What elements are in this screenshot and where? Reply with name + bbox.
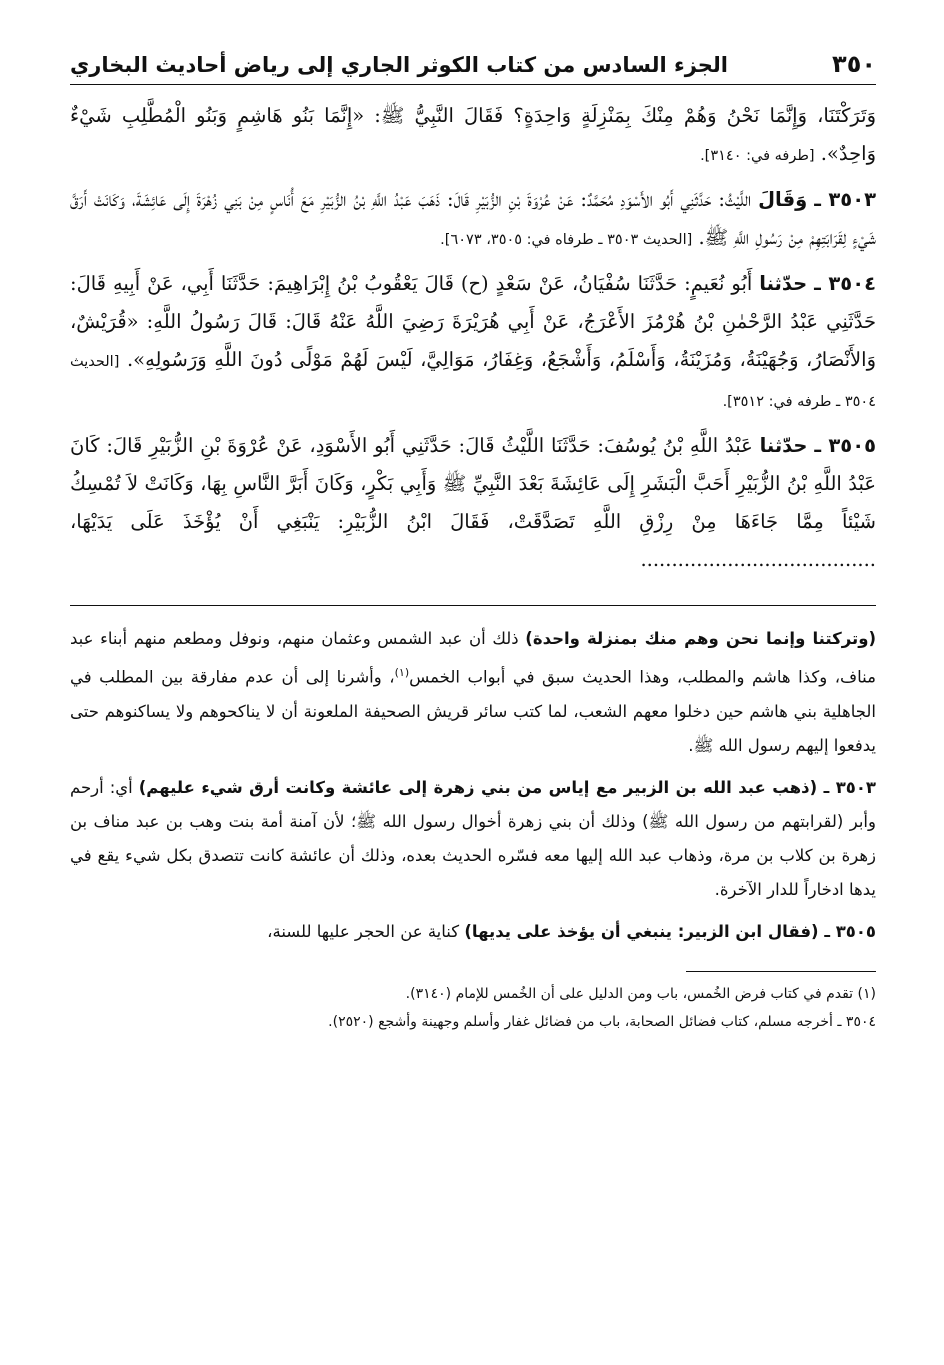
commentary-text: كناية عن الحجر عليها للسنة، <box>267 921 460 941</box>
commentary-paragraph <box>70 915 876 949</box>
footnote: (١) تقدم في كتاب فرض الخُمس، باب ومن الدليل على أن الخُمس للإمام (٣١٤٠). <box>405 985 876 1002</box>
footnotes <box>70 980 876 1036</box>
book-page <box>70 50 876 1036</box>
hadith-section <box>70 97 876 579</box>
commentary-lead: ٣٥٠٣ ـ (ذهب عبد الله بن الزبير مع إياس من بني زهرة إلى عائشة وكانت أرق شيء عليهم) <box>138 777 876 797</box>
footnote-divider <box>686 971 876 972</box>
hadith-3504 <box>70 265 876 421</box>
hadith-3503 <box>70 181 876 259</box>
continuation-dots: ...................................... <box>640 548 876 571</box>
commentary-section <box>70 622 876 949</box>
commentary-text-tail: ، وأشرنا إلى أن عدم مفارقة بين المطلب في الجاهلية بني هاشم حين دخلوا معهم الشعب، لما كتب سائر قريش الصحيفة الملعونة أن لا يناكحوهم ولا يساكنوهم حتى يدفعوا إليهم رسول الله ﷺ. <box>70 667 876 755</box>
narration-label: حدّثنا <box>759 272 808 295</box>
hadith-text: أَبُو نُعَيمٍ: حَدَّثَنَا سُفْيَانُ، عَنْ سَعْدٍ (ح) قَالَ يَعْقُوبُ بْنُ إِبْرَاهِيمَ: حَدَّثَنَا أَبِي، عَنْ أَبِيهِ قَالَ: حَدَّثَنِي عَبْدُ الرَّحْمٰنِ بْنُ هُرْمُزَ الأَعْرَجُ، عَنْ أَبِي هُرَيْرَةَ رَضِيَ اللَّهُ عَنْهُ قَالَ: قَالَ رَسُولُ اللَّهِ: «قُرَيْشٌ، وَالأَنْصَارُ، وَجُهَيْنَةُ، وَمُزَيْنَةُ، وَأَسْلَمُ، وَأَشْجَعُ، وَغِفَارُ، مَوَالِيَّ، لَيْسَ لَهُمْ مَوْلًى دُونَ اللَّهِ وَرَسُولِهِ». <box>70 272 877 371</box>
footnote: ٣٥٠٤ ـ أخرجه مسلم، كتاب فضائل الصحابة، باب من فضائل غفار وأسلم وجهينة وأشجع (٢٥٢٠). <box>328 1013 876 1030</box>
hadith-number: ٣٥٠٣ ـ <box>814 188 877 211</box>
hadith-reference: [طرفه في: ٣١٤٠]. <box>700 148 815 164</box>
hadith-text: عَبْدُ اللَّهِ بْنُ يُوسُفَ: حَدَّثَنَا اللَّيْثُ قَالَ: حَدَّثَنِي أَبُو الأَسْوَدِ، عَنْ عُرْوَةَ بْنِ الزُّبَيْرِ قَالَ: كَانَ عَبْدُ اللَّهِ بْنُ الزُّبَيْرِ أَحَبَّ الْبَشَرِ إِلَى عَائِشَةَ بَعْدَ النَّبِيِّ ﷺ وَأَبِي بَكْرٍ، وَكَانَ أَبَرَّ النَّاسِ بِهَا، وَكَانَتْ لاَ تُمْسِكُ شَيْئاً مِمَّا جَاءَهَا مِنْ رِزْقِ اللَّهِ تَصَدَّقَتْ، فَقَالَ ابْنُ الزُّبَيْرِ: يَنْبَغِي أَنْ يُؤْخَذَ عَلَى يَدَيْهَا، <box>70 434 876 533</box>
hadith-continuation <box>70 97 876 175</box>
commentary-paragraph <box>70 622 876 763</box>
hadith-number: ٣٥٠٥ ـ <box>814 434 876 457</box>
commentary-text: ذلك أن عبد الشمس وعثمان منهم، ونوفل ومطعم منهم أبناء عبد مناف، وكذا هاشم والمطلب، وهذا الحديث سبق في أبواب الخمس <box>70 629 876 687</box>
commentary-paragraph <box>70 771 876 907</box>
page-header <box>70 50 876 85</box>
hadith-text: وَتَرَكْتَنَا، وَإِنَّمَا نَحْنُ وَهُمْ مِنْكَ بِمَنْزِلَةٍ وَاحِدَةٍ؟ فَقَالَ النَّبِيُّ ﷺ: «إِنَّمَا بَنُو هَاشِمٍ وَبَنُو الْمُطَّلِبِ شَيْءٌ وَاحِدٌ». <box>70 104 876 165</box>
hadith-number: ٣٥٠٤ ـ <box>814 272 876 295</box>
hadith-reference: [الحديث ٣٥٠٤ ـ طرفه في: ٣٥١٢]. <box>70 354 876 410</box>
narration-label: وَقَالَ <box>758 188 808 211</box>
hadith-reference: [الحديث ٣٥٠٣ ـ طرفاه في: ٣٥٠٥، ٦٠٧٣]. <box>440 232 693 248</box>
hadith-3505 <box>70 427 876 579</box>
commentary-lead: (وتركتنا وإنما نحن وهم منك بمنزلة واحدة) <box>525 629 877 648</box>
page-number: ٣٥٠ <box>832 50 876 78</box>
footnote-marker: (١) <box>394 666 410 679</box>
hadith-text: اللَّيْثُ: حَدَّثَنِي أَبُو الأَسْوَدِ مُحَمَّدٌ: عَنْ عُرْوَةَ بْنِ الزُّبَيْرِ قَالَ: ذَهَبَ عَبْدُ اللَّهِ بْنُ الزُّبَيْرِ مَعَ أُنَاسٍ مِنْ بَنِي زُهْرَةَ إِلَى عَائِشَةَ، وَكَانَتْ أَرَقَّ شَيْءٍ لِقَرَابَتِهِمْ مِنْ رَسُولِ اللَّهِ ﷺ. <box>70 188 876 249</box>
narration-label: حدّثنا <box>759 434 808 457</box>
commentary-text: أي: أرحم وأبر (لقرابتهم من رسول الله ﷺ) وذلك أن بني زهرة أخوال رسول الله ﷺ؛ لأن آمنة أمة بنت وهب بن عبد مناف بن زهرة بن كلاب بن مرة، وذهاب عبد الله إليها معه فسّره الحديث بعده، وذلك أن عائشة كانت تتصدق بكل شيء يقع في يدها ادخاراً للدار الآخرة. <box>70 777 876 899</box>
section-divider <box>70 605 876 606</box>
running-title: الجزء السادس من كتاب الكوثر الجاري إلى رياض أحاديث البخاري <box>70 53 728 77</box>
commentary-lead: ٣٥٠٥ ـ (فقال ابن الزبير: ينبغي أن يؤخذ على يديها) <box>464 921 876 941</box>
